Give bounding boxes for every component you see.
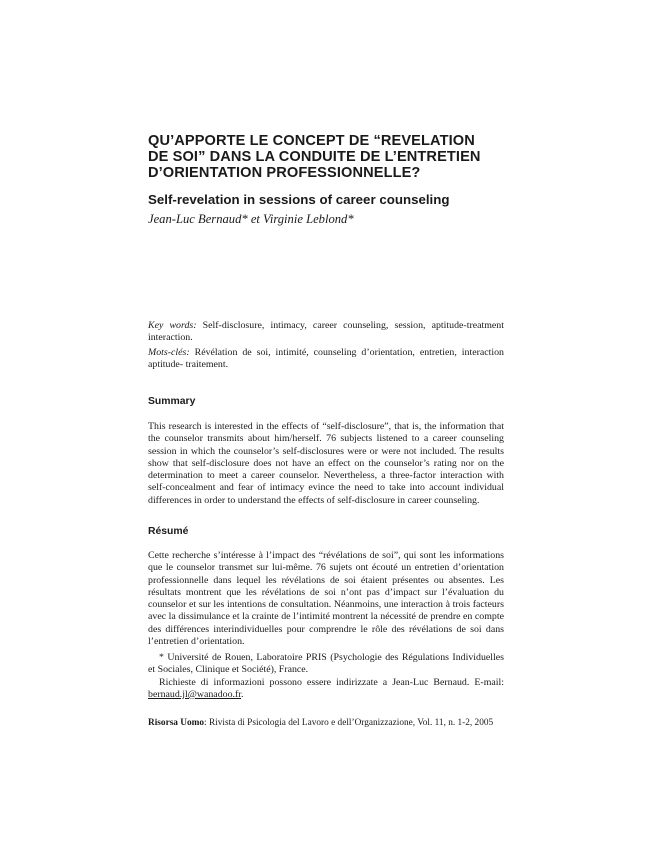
authors: Jean-Luc Bernaud* et Virginie Leblond* xyxy=(148,212,354,226)
mots-cles-text: Révélation de soi, intimité, counseling d’orientation, entretien, interaction aptitude- traitement. xyxy=(148,347,504,371)
journal-name: Risorsa Uomo xyxy=(148,718,205,728)
mots-cles xyxy=(148,347,504,372)
summary-heading: Summary xyxy=(148,396,196,407)
journal-citation xyxy=(148,717,504,729)
email-link[interactable]: bernaud.jl@wanadoo.fr xyxy=(148,688,242,700)
mots-cles-label: Mots-clés: xyxy=(148,347,190,358)
resume-heading: Résumé xyxy=(148,526,189,537)
title-line: QU’APPORTE LE CONCEPT DE “REVELATION xyxy=(148,133,475,149)
footnote-contact xyxy=(148,677,504,702)
title-line: D’ORIENTATION PROFESSIONNELLE? xyxy=(148,165,421,182)
resume-text: Cette recherche s’intéresse à l’impact des “révélations de soi”, qui sont les informations que le counselor transmet sur lui-même. 76 sujets ont écouté un entretien d’orientation professionnelle dans lequel les révélations de soi étaient présentes ou absentes. Les résultats montrent que les révélations de soi n’ont pas d’impact sur l’évaluation du counselor et sur les intentions de consultation. Néanmoins, une interaction à trois facteurs avec la dissimulance et la crainte de l’intimité montrent la nécessité de prendre en compte des différences interindividuelles pour comprendre le rôle des révélations de soi dans l’entretien d’orientation. xyxy=(148,550,504,648)
footnotes xyxy=(148,652,504,701)
article-title xyxy=(148,133,504,182)
keywords-label: Key words: xyxy=(148,320,197,331)
article-subtitle: Self-revelation in sessions of career counseling xyxy=(148,192,450,207)
footnote-contact-end: . xyxy=(241,688,244,700)
title-line: DE SOI” DANS LA CONDUITE DE L’ENTRETIEN xyxy=(148,149,481,166)
footnote-contact-text: Richieste di informazioni possono essere indirizzate a Jean-Luc Bernaud. E-mail: xyxy=(159,676,504,688)
footnote-affiliation: * Université de Rouen, Laboratoire PRIS (Psychologie des Régulations Individuelles et Sociales, Clinique et Société), France. xyxy=(148,652,504,676)
keywords xyxy=(148,320,504,345)
keywords-text: Self-disclosure, intimacy, career counseling, session, aptitude-treatment interaction. xyxy=(148,320,504,344)
journal-details: : Rivista di Psicologia del Lavoro e dell’Organizzazione, Vol. 11, n. 1-2, 2005 xyxy=(204,718,494,728)
summary-text: This research is interested in the effects of “self-disclosure”, that is, the information that the counselor transmits about him/herself. 76 subjects listened to a career counseling session in which the counselor’s self-disclosures were or were not included. The results show that self-disclosure does not have an effect on the counselor’s rating nor on the determination to meet a career counselor. Nevertheless, a three-factor interaction with self-concealment and fear of intimacy evince the need to take into account individual differences in order to understand the effects of self-disclosure in career counseling. xyxy=(148,421,504,506)
